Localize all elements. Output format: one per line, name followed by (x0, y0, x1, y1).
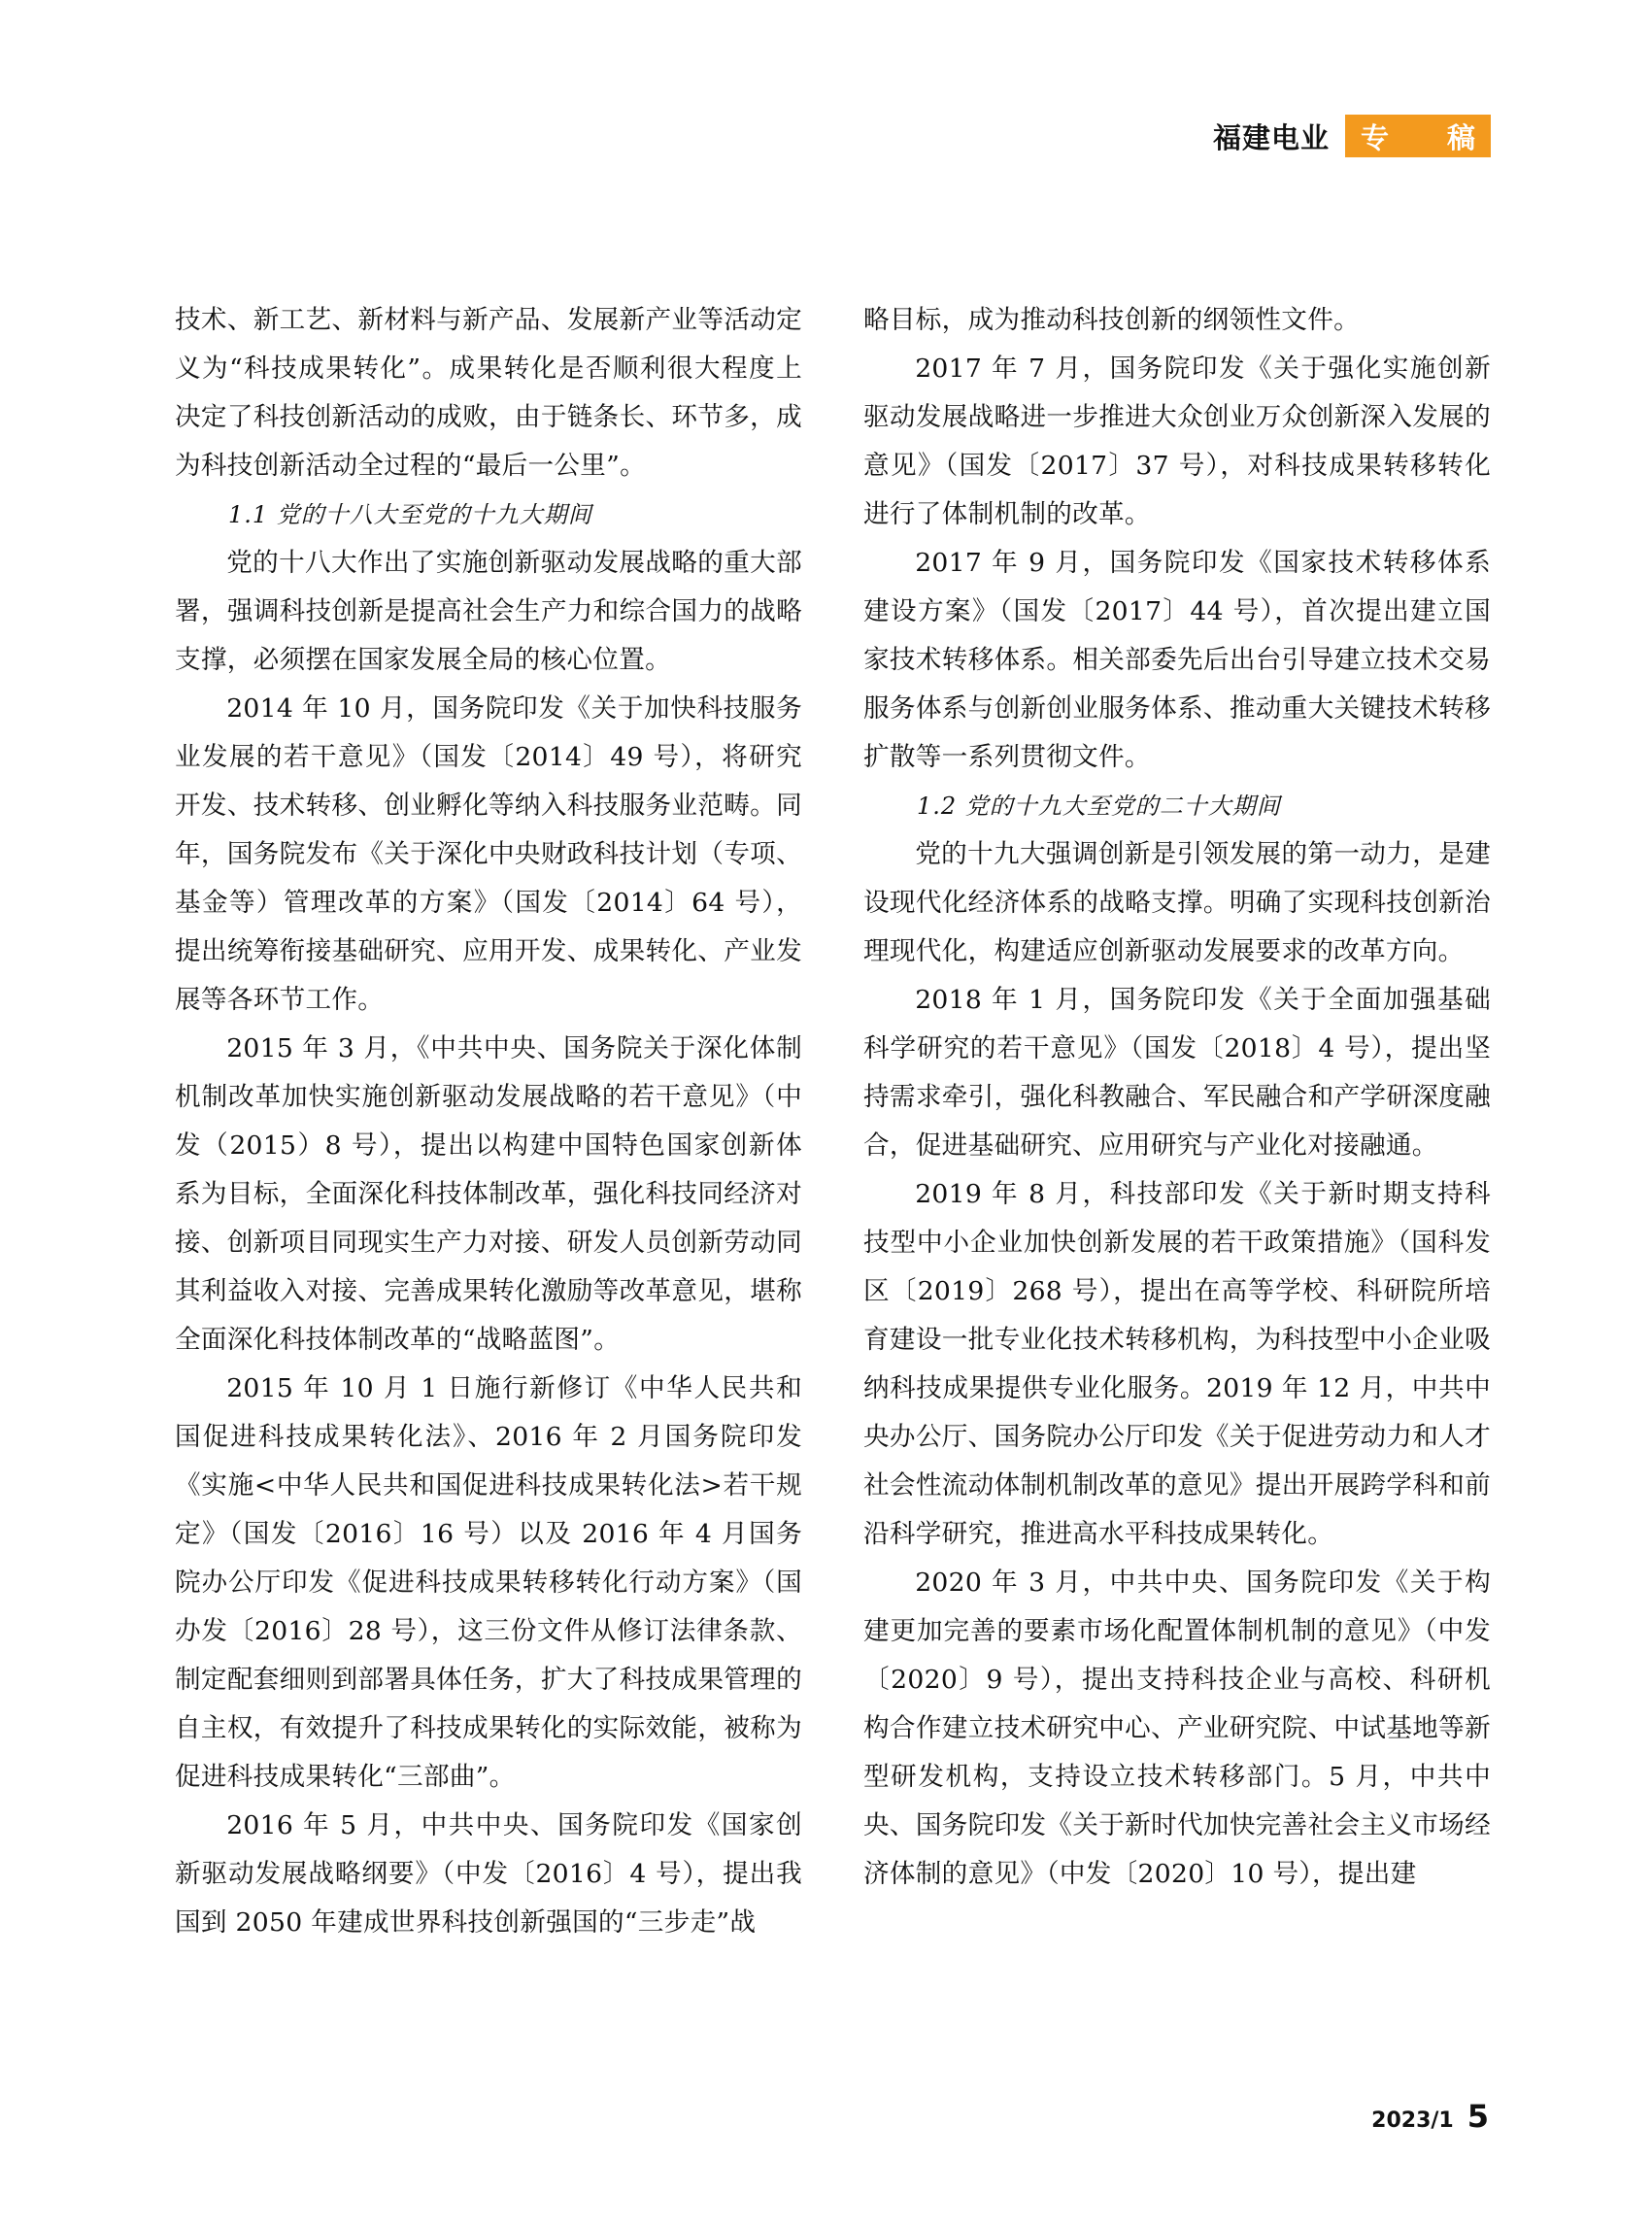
paragraph: 党的十九大强调创新是引领发展的第一动力，是建设现代化经济体系的战略支撑。明确了实现科技创新治理现代化，构建适应创新驱动发展要求的改革方向。 (863, 839, 1491, 966)
right-column (863, 296, 1491, 1947)
paragraph: 2019 年 8 月，科技部印发《关于新时期支持科技型中小企业加快创新发展的若干政策措施》（国科发区〔2019〕268 号），提出在高等学校、科研院所培育建设一批专业化技术转移机构，为科技型中小企业吸纳科技成果提供专业化服务。2019 年 12 月，中共中央办公厅、国务院办公厅印发《关于促进劳动力和人才社会性流动体制机制改革的意见》提出开展跨学科和前沿科学研究，推进高水平科技成果转化。 (863, 1179, 1491, 1549)
section-heading: 1.2 党的十九大至党的二十大期间 (917, 793, 1281, 820)
issue-number: 2023/1 (1371, 2108, 1454, 2133)
page-header (1213, 115, 1491, 157)
paragraph: 2020 年 3 月，中共中央、国务院印发《关于构建更加完善的要素市场化配置体制机制的意见》（中发〔2020〕9 号），提出支持科技企业与高校、科研机构合作建立技术研究中心、产业研究院、中试基地等新型研发机构，支持设立技术转移部门。5 月，中共中央、国务院印发《关于新时代加快完善社会主义市场经济体制的意见》（中发〔2020〕10 号），提出建 (863, 1568, 1491, 1889)
page-number: 5 (1467, 2098, 1489, 2135)
paragraph: 2014 年 10 月，国务院印发《关于加快科技服务业发展的若干意见》（国发〔2014〕49 号），将研究开发、技术转移、创业孵化等纳入科技服务业范畴。同年，国务院发布《关于深化中央财政科技计划（专项、基金等）管理改革的方案》（国发〔2014〕64 号），提出统筹衔接基础研究、应用开发、成果转化、产业发展等各环节工作。 (175, 693, 802, 1015)
page-footer (1371, 2098, 1489, 2135)
section-tag-char-1: 专 (1361, 120, 1390, 154)
paragraph: 2015 年 10 月 1 日施行新修订《中华人民共和国促进科技成果转化法》、2016 年 2 月国务院印发《实施<中华人民共和国促进科技成果转化法>若干规定》（国发〔2016〕16 号）以及 2016 年 4 月国务院办公厅印发《促进科技成果转移转化行动方案》（国办发〔2016〕28 号），这三份文件从修订法律条款、制定配套细则到部署具体任务，扩大了科技成果管理的自主权，有效提升了科技成果转化的实际效能，被称为促进科技成果转化“三部曲”。 (175, 1373, 802, 1792)
left-column (175, 296, 802, 1947)
paragraph: 技术、新工艺、新材料与新产品、发展新产业等活动定义为“科技成果转化”。成果转化是否顺利很大程度上决定了科技创新活动的成败，由于链条长、环节多，成为科技创新活动全过程的“最后一公里”。 (175, 305, 802, 481)
paragraph: 略目标，成为推动科技创新的纲领性文件。 (863, 305, 1360, 335)
journal-name: 福建电业 (1212, 120, 1330, 154)
section-tag-char-2: 稿 (1446, 120, 1475, 154)
paragraph: 2017 年 7 月，国务院印发《关于强化实施创新驱动发展战略进一步推进大众创业万众创新深入发展的意见》（国发〔2017〕37 号），对科技成果转移转化进行了体制机制的改革。 (863, 354, 1491, 529)
paragraph: 2018 年 1 月，国务院印发《关于全面加强基础科学研究的若干意见》（国发〔2018〕4 号），提出坚持需求牵引，强化科教融合、军民融合和产学研深度融合，促进基础研究、应用研究与产业化对接融通。 (863, 985, 1491, 1161)
paragraph: 2017 年 9 月，国务院印发《国家技术转移体系建设方案》（国发〔2017〕44 号），首次提出建立国家技术转移体系。相关部委先后出台引导建立技术交易服务体系与创新创业服务体系、推动重大关键技术转移扩散等一系列贯彻文件。 (863, 548, 1491, 772)
paragraph: 2016 年 5 月，中共中央、国务院印发《国家创新驱动发展战略纲要》（中发〔2016〕4 号），提出我国到 2050 年建成世界科技创新强国的“三步走”战 (175, 1810, 802, 1938)
paragraph: 党的十八大作出了实施创新驱动发展战略的重大部署，强调科技创新是提高社会生产力和综合国力的战略支撑，必须摆在国家发展全局的核心位置。 (175, 548, 802, 675)
section-heading: 1.1 党的十八大至党的十九大期间 (228, 501, 592, 528)
section-tag (1345, 115, 1491, 157)
paragraph: 2015 年 3 月，《中共中央、国务院关于深化体制机制改革加快实施创新驱动发展战略的若干意见》（中发（2015）8 号），提出以构建中国特色国家创新体系为目标，全面深化科技体制改革，强化科技同经济对接、创新项目同现实生产力对接、研发人员创新劳动同其利益收入对接、完善成果转化激励等改革意见，堪称全面深化科技体制改革的“战略蓝图”。 (175, 1033, 802, 1355)
article-body (175, 296, 1491, 1947)
